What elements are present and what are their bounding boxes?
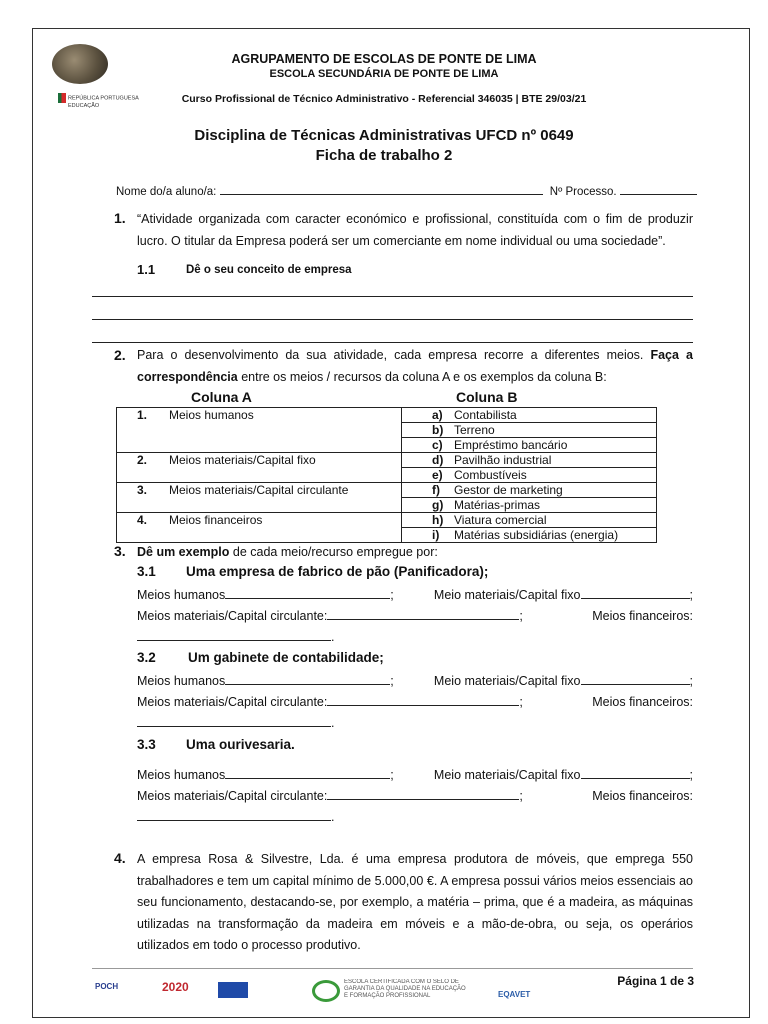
document-title: Disciplina de Técnicas Administrativas UFCD nº 0649 [194,127,574,144]
poch-logo: POCH [95,982,119,991]
answer-field[interactable] [581,672,690,685]
q3-2-row1: Meios humanos ; Meio materiais/Capital fixo ; [137,674,693,688]
column-a-item: 1. Meios humanos [117,408,402,453]
process-field[interactable] [620,184,697,195]
q3-number: 3. [114,543,126,559]
column-b-item: g) Matérias-primas [402,498,657,513]
column-b-item: a) Contabilista [402,408,657,423]
answer-field[interactable] [327,787,519,800]
q3-1-row2: Meios materiais/Capital circulante: ; Meios financeiros: [137,609,693,623]
column-b-item: e) Combustíveis [402,468,657,483]
column-b-item: b) Terreno [402,423,657,438]
column-b-item: h) Viatura comercial [402,513,657,528]
q3-3-number: 3.3 [137,737,156,752]
answer-field[interactable] [327,607,519,620]
school-title: ESCOLA SECUNDÁRIA DE PONTE DE LIMA [269,68,499,80]
q2-number: 2. [114,347,126,363]
quality-certificate-text: ESCOLA CERTIFICADA COM O SELO DE GARANTIA DA QUALIDADE NA EDUCAÇÃO E FORMAÇÃO PROFISSIONAL [344,979,466,999]
q3-2-title: Um gabinete de contabilidade; [188,650,384,665]
q3-1-row1: Meios humanos ; Meio materiais/Capital fixo ; [137,588,693,602]
answer-field[interactable] [225,586,390,599]
q3-1-title: Uma empresa de fabrico de pão (Panificadora); [186,564,489,579]
answer-field[interactable] [137,808,331,821]
column-b-item: d) Pavilhão industrial [402,453,657,468]
column-a-header: Coluna A [191,389,252,405]
q3-1-row3: . [137,627,693,647]
page-number: Página 1 de 3 [617,974,694,988]
name-label: Nome do/a aluno/a: [116,186,217,198]
q4-text: A empresa Rosa & Silvestre, Lda. é uma empresa produtora de móveis, que emprega 550 trabalhadores e tem um capital mínimo de 5.000,00 €. A empresa possui vários meios essenciais ao seu funcionamento, destacando-se, por exemplo, a matéria – prima, que é a madeira, as máquinas utilizadas na transformação da madeira em móveis e a mão-de-obra, ou seja, os operários utilizados em todo o processo produtivo. [137,852,693,952]
q3-text: Dê um exemplo de cada meio/recurso empregue por: [137,545,438,559]
portugal2020-logo: 2020 [162,980,189,994]
column-b-item: c) Empréstimo bancário [402,438,657,453]
q1-text: “Atividade organizada com caracter económico e profissional, constituída com o fim de produzir lucro. O titular da Empresa poderá ser um comerciante em nome individual ou uma sociedade”. [137,212,693,248]
q3-2-number: 3.2 [137,650,156,665]
q3-2-row3: . [137,713,693,733]
q3-3-row1: Meios humanos ; Meio materiais/Capital fixo ; [137,768,693,782]
q3-1-number: 3.1 [137,564,156,579]
answer-field[interactable] [581,766,690,779]
q3-2-row2: Meios materiais/Capital circulante: ; Meios financeiros: [137,695,693,709]
process-label: Nº Processo. [549,186,617,198]
student-line [116,184,697,198]
column-b-item: f) Gestor de marketing [402,483,657,498]
column-a-item: 2. Meios materiais/Capital fixo [117,453,402,483]
column-a-item: 3. Meios materiais/Capital circulante [117,483,402,513]
answer-field[interactable] [581,586,690,599]
footer-divider [92,968,693,969]
republica-portuguesa-logo: REPÚBLICA PORTUGUESA EDUCAÇÃO [58,93,139,109]
q3-3-title: Uma ourivesaria. [186,737,295,752]
answer-line[interactable] [92,296,693,297]
q3-3-row3: . [137,807,693,827]
eqavet-logo: EQAVET [498,990,531,999]
course-title: Curso Profissional de Técnico Administrativo - Referencial 346035 | BTE 29/03/21 [181,93,587,105]
q1-number: 1. [114,210,126,226]
answer-field[interactable] [225,766,390,779]
q3-3-row2: Meios materiais/Capital circulante: ; Meios financeiros: [137,789,693,803]
column-b-item: i) Matérias subsidiárias (energia) [402,528,657,543]
column-a-item: 4. Meios financeiros [117,513,402,543]
matching-table [116,407,657,543]
name-field[interactable] [220,184,543,195]
q4-number: 4. [114,850,126,866]
answer-field[interactable] [225,672,390,685]
q2-text: Para o desenvolvimento da sua atividade, cada empresa recorre a diferentes meios. Faça a correspondência entre os meios / recursos da coluna A e os exemplos da coluna B: [137,348,693,384]
eu-flag-logo [218,982,248,998]
answer-line[interactable] [92,342,693,343]
school-group-title: AGRUPAMENTO DE ESCOLAS DE PONTE DE LIMA [231,52,537,66]
document-subtitle: Ficha de trabalho 2 [315,147,453,164]
q1-1-text: Dê o seu conceito de empresa [186,264,352,276]
answer-line[interactable] [92,319,693,320]
column-b-header: Coluna B [456,389,518,405]
q1-1-number: 1.1 [137,262,156,277]
quality-seal-icon [312,980,340,1002]
answer-field[interactable] [137,628,331,641]
answer-field[interactable] [327,693,519,706]
answer-field[interactable] [137,714,331,727]
